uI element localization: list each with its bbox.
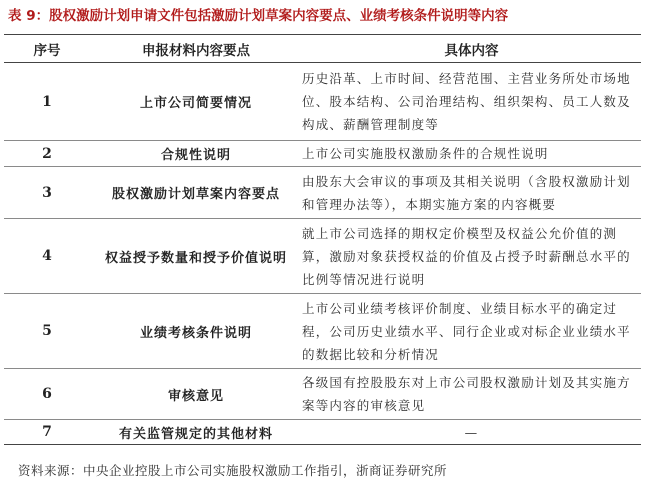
row-item: 业绩考核条件说明 [90,294,302,369]
row-number: 5 [4,294,90,369]
table-row [4,294,641,369]
table-row [4,420,641,445]
header-serial: 序号 [4,35,90,63]
row-content: 就上市公司选择的期权定价模型及权益公允价值的测算，激励对象获授权益的价值及占授予时薪酬总水平的比例等情况进行说明 [302,219,641,294]
row-item: 有关监管规定的其他材料 [90,420,302,445]
row-number: 4 [4,219,90,294]
table-row [4,63,641,141]
table-row [4,167,641,219]
row-number: 6 [4,369,90,420]
table-row [4,141,641,167]
table-caption [8,6,638,26]
row-number: 2 [4,141,90,167]
caption-title: 股权激励计划申请文件包括激励计划草案内容要点、业绩考核条件说明等内容 [49,8,509,24]
caption-label: 表 9： [8,8,50,24]
row-number: 7 [4,420,90,445]
row-item: 股权激励计划草案内容要点 [90,167,302,219]
row-item: 合规性说明 [90,141,302,167]
header-item: 申报材料内容要点 [90,35,302,63]
header-content: 具体内容 [302,35,641,63]
row-content: — [302,420,641,445]
source-note: 资料来源：中央企业控股上市公司实施股权激励工作指引，浙商证券研究所 [18,463,448,478]
row-content: 上市公司实施股权激励条件的合规性说明 [302,141,641,167]
row-content: 各级国有控股股东对上市公司股权激励计划及其实施方案等内容的审核意见 [302,369,641,420]
table-row [4,219,641,294]
row-number: 3 [4,167,90,219]
row-content: 由股东大会审议的事项及其相关说明（含股权激励计划和管理办法等），本期实施方案的内容概要 [302,167,641,219]
row-content: 上市公司业绩考核评价制度、业绩目标水平的确定过程，公司历史业绩水平、同行企业或对标企业业绩水平的数据比较和分析情况 [302,294,641,369]
row-content: 历史沿革、上市时间、经营范围、主营业务所处市场地位、股本结构、公司治理结构、组织架构、员工人数及构成、薪酬管理制度等 [302,63,641,141]
table-row [4,369,641,420]
row-number: 1 [4,63,90,141]
row-item: 权益授予数量和授予价值说明 [90,219,302,294]
row-item: 审核意见 [90,369,302,420]
materials-table [4,34,641,445]
row-item: 上市公司简要情况 [90,63,302,141]
table-header-row [4,35,641,63]
